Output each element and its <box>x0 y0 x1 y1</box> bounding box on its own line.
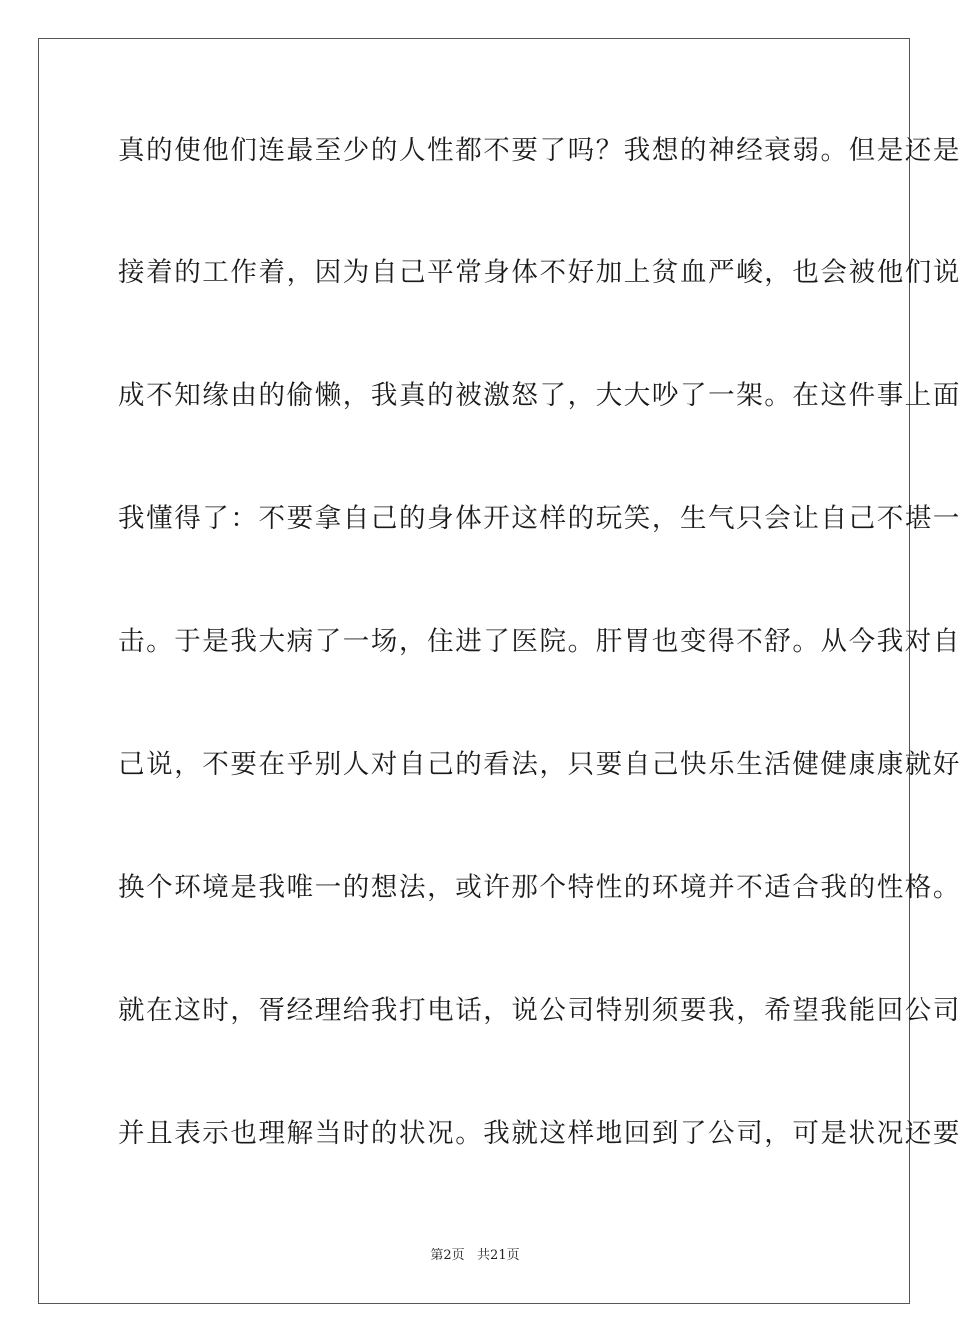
text-line: 己说，不要在乎别人对自己的看法，只要自己快乐生活健健康康就好 <box>118 749 961 780</box>
text-line: 并且表示也理解当时的状况。我就这样地回到了公司，可是状况还要 <box>118 1118 961 1149</box>
text-line: 击。于是我大病了一场，住进了医院。肝胃也变得不舒。从今我对自 <box>118 626 961 657</box>
text-line: 我懂得了：不要拿自己的身体开这样的玩笑，生气只会让自己不堪一 <box>118 503 961 534</box>
text-line: 换个环境是我唯一的想法，或许那个特性的环境并不适合我的性格。 <box>118 872 961 903</box>
text-line: 真的使他们连最至少的人性都不要了吗？我想的神经衰弱。但是还是 <box>118 135 961 166</box>
page-number: 第2页 共21页 <box>430 1248 520 1263</box>
text-line: 就在这时，胥经理给我打电话，说公司特别须要我，希望我能回公司 <box>118 995 961 1026</box>
text-line: 成不知缘由的偷懒，我真的被激怒了，大大吵了一架。在这件事上面 <box>118 380 961 411</box>
text-line: 接着的工作着，因为自己平常身体不好加上贫血严峻，也会被他们说 <box>118 257 961 288</box>
